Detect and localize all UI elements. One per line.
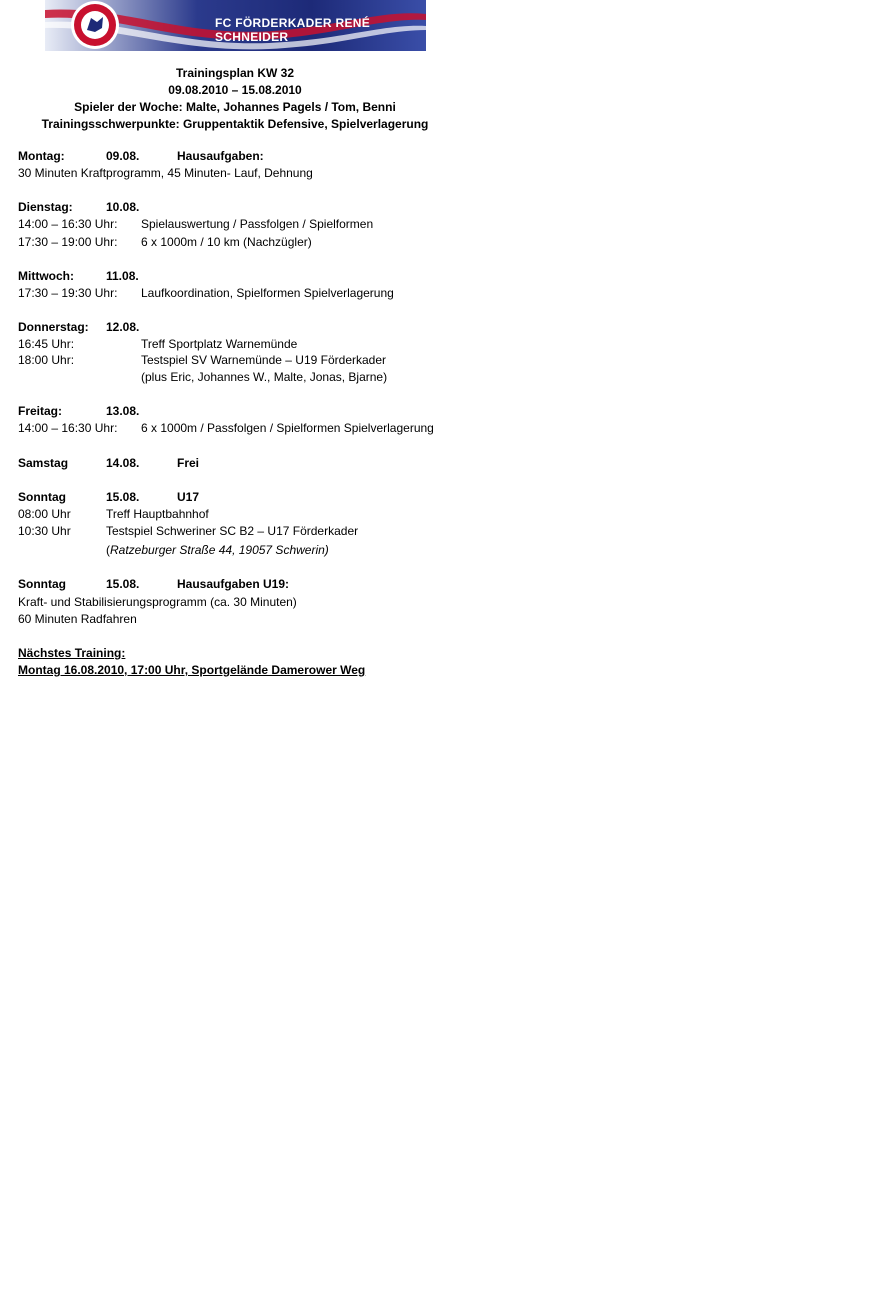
next-training-label: Nächstes Training:: [18, 646, 126, 660]
montag-text: 30 Minuten Kraftprogramm, 45 Minuten- Lauf, Dehnung: [18, 166, 313, 180]
training-focus: Trainingsschwerpunkte: Gruppentaktik Defensive, Spielverlagerung: [41, 117, 429, 131]
homework-line: 60 Minuten Radfahren: [18, 612, 137, 626]
next-training-text: Montag 16.08.2010, 17:00 Uhr, Sportgelände Damerower Weg: [18, 663, 366, 677]
plan-title: Trainingsplan KW 32: [175, 66, 295, 80]
club-crest-icon: [71, 1, 119, 49]
club-banner: [45, 0, 426, 51]
homework-line: Kraft- und Stabilisierungsprogramm (ca. 30 Minuten): [18, 595, 297, 609]
plan-dates: 09.08.2010 – 15.08.2010: [168, 83, 302, 97]
players-of-week: Spieler der Woche: Malte, Johannes Pagels / Tom, Benni: [74, 100, 396, 114]
banner-club-name: FC FÖRDERKADER RENÉ SCHNEIDER: [215, 16, 371, 44]
